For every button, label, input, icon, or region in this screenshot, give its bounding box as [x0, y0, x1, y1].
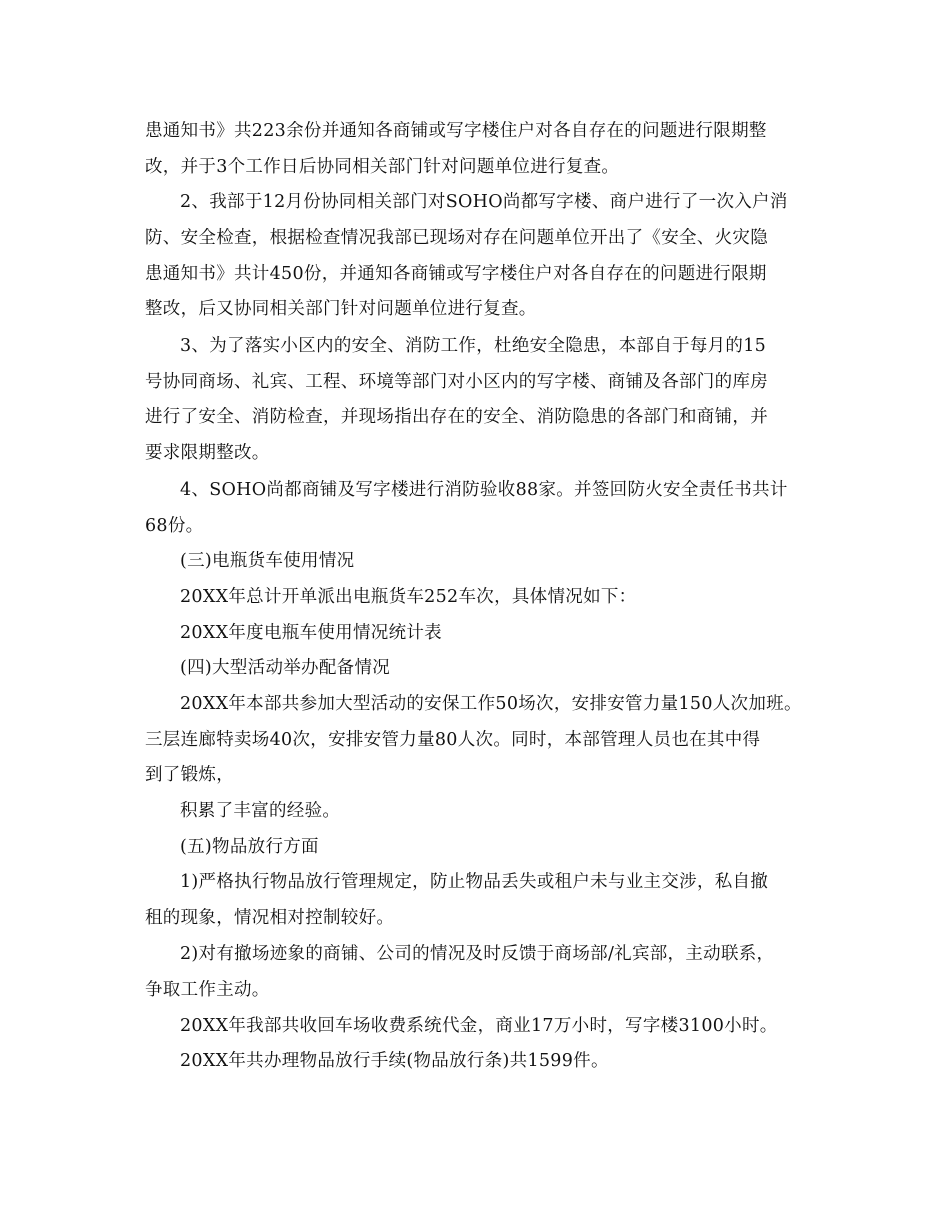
paragraph-line: 到了锻炼， [145, 765, 234, 785]
paragraph-line: 2、我部于12月份协同相关部门对SOHO尚都写字楼、商户进行了一次入户消 [180, 192, 788, 212]
paragraph-line: 3、为了落实小区内的安全、消防工作，杜绝安全隐患，本部自于每月的15 [180, 336, 767, 356]
paragraph-line: 积累了丰富的经验。 [180, 801, 341, 821]
paragraph-line: 进行了安全、消防检查，并现场指出存在的安全、消防隐患的各部门和商铺，并 [145, 407, 768, 427]
paragraph-line: 租的现象，情况相对控制较好。 [145, 908, 395, 928]
paragraph-line: 20XX年总计开单派出电瓶货车252车次，具体情况如下： [180, 587, 637, 607]
paragraph-line: 三层连廊特卖场40次，安排安管力量80人次。同时，本部管理人员也在其中得 [145, 730, 761, 750]
paragraph-line: 2)对有撤场迹象的商铺、公司的情况及时反馈于商场部/礼宾部，主动联系， [180, 944, 775, 964]
paragraph-line: 防、安全检查，根据检查情况我部已现场对存在问题单位开出了《安全、火灾隐 [145, 228, 768, 248]
paragraph-line: 要求限期整改。 [145, 443, 270, 463]
paragraph-line: 68份。 [145, 516, 204, 536]
section-heading: (四)大型活动举办配备情况 [180, 658, 391, 678]
paragraph-line: 20XX年共办理物品放行手续(物品放行条)共1599件。 [180, 1051, 609, 1071]
paragraph-line: 4、SOHO尚都商铺及写字楼进行消防验收88家。并签回防火安全责任书共计 [180, 480, 788, 500]
paragraph-line: 患通知书》共223余份并通知各商铺或写字楼住户对各自存在的问题进行限期整 [145, 121, 767, 141]
paragraph-line: 患通知书》共计450份，并通知各商铺或写字楼住户对各自存在的问题进行限期 [145, 264, 767, 284]
section-heading: (五)物品放行方面 [180, 837, 319, 857]
table-caption: 20XX年度电瓶车使用情况统计表 [180, 623, 442, 643]
paragraph-line: 20XX年本部共参加大型活动的安保工作50场次，安排安管力量150人次加班。 [180, 694, 802, 714]
paragraph-line: 改，并于3个工作日后协同相关部门针对问题单位进行复查。 [145, 157, 620, 177]
paragraph-line: 整改，后又协同相关部门针对问题单位进行复查。 [145, 299, 537, 319]
paragraph-line: 20XX年我部共收回车场收费系统代金，商业17万小时，写字楼3100小时。 [180, 1016, 778, 1036]
paragraph-line: 1)严格执行物品放行管理规定，防止物品丢失或租户未与业主交涉，私自撤 [180, 872, 769, 892]
paragraph-line: 号协同商场、礼宾、工程、环境等部门对小区内的写字楼、商铺及各部门的库房 [145, 372, 768, 392]
section-heading: (三)电瓶货车使用情况 [180, 551, 355, 571]
paragraph-line: 争取工作主动。 [145, 980, 270, 1000]
